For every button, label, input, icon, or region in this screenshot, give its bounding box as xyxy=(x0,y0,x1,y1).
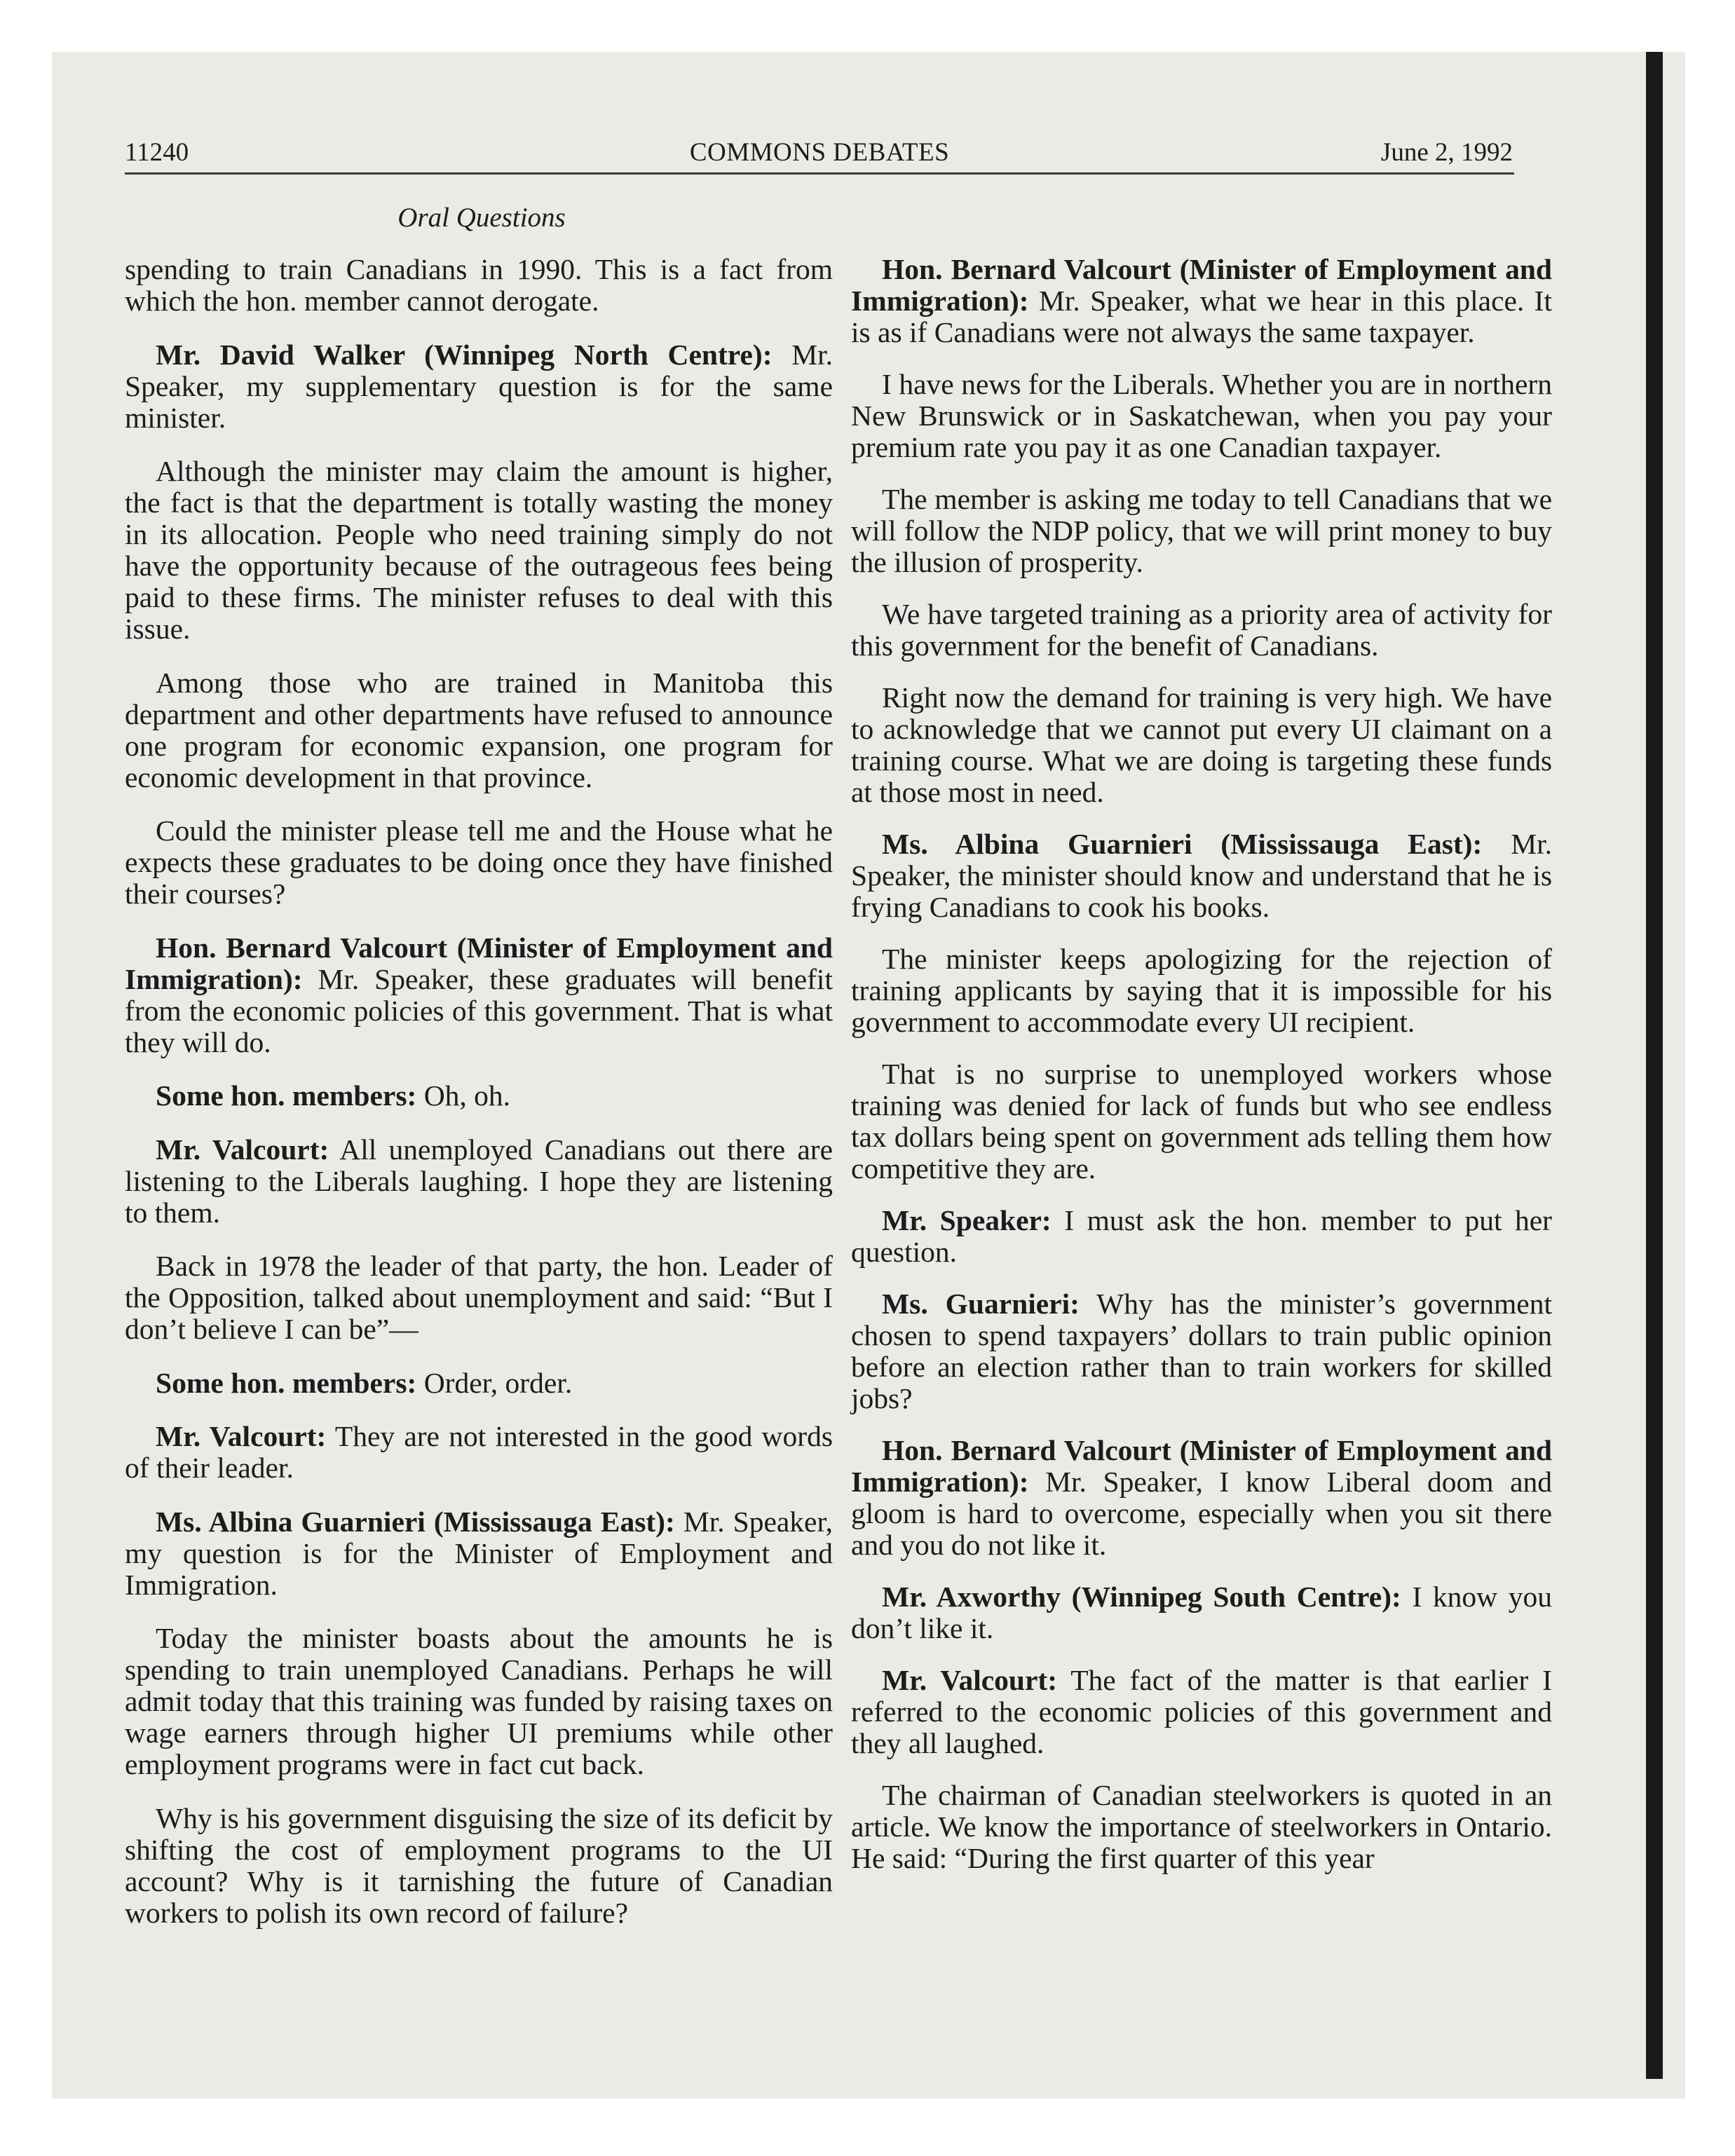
speech-paragraph xyxy=(851,1435,1552,1561)
speech-text: All unemployed Canadians out there are listening to the Liberals laughing. I hope they are listening to them. xyxy=(125,1133,834,1229)
speech-paragraph xyxy=(851,682,1552,808)
speech-text: I must ask the hon. member to put her question. xyxy=(851,1204,1552,1268)
speech-paragraph xyxy=(125,1506,833,1601)
speech-paragraph xyxy=(125,339,833,434)
speech-paragraph xyxy=(125,932,833,1058)
speaker-name: Ms. Albina Guarnieri (Mississauga East): xyxy=(882,828,1483,860)
speech-paragraph xyxy=(851,254,1552,348)
right-column xyxy=(851,254,1552,1895)
speech-paragraph xyxy=(851,369,1552,463)
speech-text: Order, order. xyxy=(423,1366,573,1399)
speech-paragraph xyxy=(851,1288,1552,1414)
speaker-name: Hon. Bernard Valcourt (Minister of Employment and Immigration): xyxy=(125,931,833,995)
speech-text: Mr. Speaker, these graduates will benefit from the economic policies of this government. That is what they will do. xyxy=(125,962,833,1058)
speaker-name: Mr. Valcourt: xyxy=(156,1133,329,1166)
speech-text: Mr. Speaker, what we hear in this place. It is as if Canadians were not always the same taxpayer. xyxy=(851,285,1553,348)
speaker-name: Mr. Valcourt: xyxy=(882,1664,1058,1696)
speech-text: Why is his government disguising the size of its deficit by shifting the cost of employment programs to the UI account? Why is it tarnishing the future of Canadian workers to polish its own record of failure? xyxy=(125,1801,833,1929)
speech-paragraph xyxy=(851,1581,1552,1644)
speech-text: Could the minister please tell me and the House what he expects these graduates to be doing once they have finished their courses? xyxy=(125,814,833,910)
speech-text: I have news for the Liberals. Whether you are in northern New Brunswick or in Saskatchewan, when you pay your premium rate you pay it as one Canadian taxpayer. xyxy=(851,368,1552,463)
speech-paragraph xyxy=(125,1367,833,1399)
speech-paragraph xyxy=(125,1134,833,1229)
speech-text: The chairman of Canadian steelworkers is quoted in an article. We know the importance of steelworkers in Ontario. He said: “During the first quarter of this year xyxy=(851,1779,1552,1874)
speech-text: The fact of the matter is that earlier I referred to the economic policies of this government and they all laughed. xyxy=(851,1664,1552,1759)
speech-text: Oh, oh. xyxy=(423,1079,511,1112)
speech-paragraph xyxy=(125,1250,833,1345)
speech-paragraph xyxy=(851,599,1552,662)
speech-paragraph xyxy=(125,1080,833,1112)
speaker-name: Hon. Bernard Valcourt (Minister of Employment and Immigration): xyxy=(851,1434,1552,1498)
journal-title: COMMONS DEBATES xyxy=(689,138,950,167)
speech-paragraph xyxy=(125,1623,833,1780)
speech-paragraph xyxy=(851,484,1552,578)
speech-paragraph xyxy=(125,254,833,317)
speech-text: That is no surprise to unemployed workers whose training was denied for lack of funds but who see endless tax dollars being spent on government ads telling them how competitive they are. xyxy=(851,1058,1552,1185)
speech-text: spending to train Canadians in 1990. This is a fact from which the hon. member cannot derogate. xyxy=(125,253,833,317)
speech-paragraph xyxy=(851,1058,1552,1185)
running-header xyxy=(125,133,1514,175)
speech-paragraph xyxy=(125,456,833,645)
left-column xyxy=(125,254,833,1951)
speech-text: Mr. Speaker, I know Liberal doom and gloom is hard to overcome, especially when you sit there and you do not like it. xyxy=(851,1466,1552,1561)
speaker-name: Mr. Speaker: xyxy=(882,1204,1052,1236)
speech-paragraph xyxy=(125,667,833,793)
speech-paragraph xyxy=(125,1421,833,1484)
speech-text: We have targeted training as a priority area of activity for this government for the benefit of Canadians. xyxy=(851,598,1552,662)
speech-text: Among those who are trained in Manitoba this department and other departments have refused to announce one program for economic expansion, one program for economic development in that province. xyxy=(125,666,833,793)
speaker-name: Mr. Valcourt: xyxy=(156,1420,327,1452)
speaker-name: Hon. Bernard Valcourt (Minister of Employment and Immigration): xyxy=(851,253,1552,317)
speech-text: They are not interested in the good words of their leader. xyxy=(125,1420,833,1484)
speech-text: Mr. Speaker, my supplementary question is for the same minister. xyxy=(125,338,833,434)
speech-paragraph xyxy=(851,1780,1552,1874)
speech-paragraph xyxy=(125,1803,833,1929)
speaker-name: Some hon. members: xyxy=(156,1079,417,1112)
speech-text: Mr. Speaker, my question is for the Minister of Employment and Immigration. xyxy=(125,1505,833,1601)
issue-date: June 2, 1992 xyxy=(1380,138,1513,167)
speaker-name: Ms. Guarnieri: xyxy=(882,1288,1080,1320)
scan-edge-shadow xyxy=(1646,52,1663,2079)
speaker-name: Mr. David Walker (Winnipeg North Centre): xyxy=(156,338,773,371)
speech-text: Right now the demand for training is very high. We have to acknowledge that we cannot put every UI claimant on a training course. What we are doing is targeting these funds at those most in need. xyxy=(851,681,1552,808)
speech-text: I know you don’t like it. xyxy=(851,1581,1552,1644)
speech-paragraph xyxy=(851,943,1552,1038)
speech-paragraph xyxy=(851,1665,1552,1759)
speaker-name: Ms. Albina Guarnieri (Mississauga East): xyxy=(156,1505,675,1538)
speech-text: Today the minister boasts about the amounts he is spending to train unemployed Canadians. Perhaps he will admit today that this training was funded by raising taxes on wage earners through higher UI premiums while other employment programs were in fact cut back. xyxy=(125,1622,833,1780)
speech-paragraph xyxy=(851,828,1552,923)
speech-paragraph xyxy=(851,1205,1552,1268)
speech-text: Back in 1978 the leader of that party, the hon. Leader of the Opposition, talked about unemployment and said: “But I don’t believe I can be”— xyxy=(125,1250,833,1345)
page-number: 11240 xyxy=(125,138,189,167)
section-title: Oral Questions xyxy=(397,203,566,233)
speech-text: The minister keeps apologizing for the rejection of training applicants by saying that it is impossible for his government to accommodate every UI recipient. xyxy=(851,943,1552,1038)
speech-text: Mr. Speaker, the minister should know and understand that he is frying Canadians to cook his books. xyxy=(851,828,1552,923)
speech-text: Although the minister may claim the amount is higher, the fact is that the department is totally wasting the money in its allocation. People who need training simply do not have the opportunity because of the outrageous fees being paid to these firms. The minister refuses to deal with this issue. xyxy=(125,455,833,645)
speech-text: The member is asking me today to tell Canadians that we will follow the NDP policy, that we will print money to buy the illusion of prosperity. xyxy=(851,483,1552,578)
speech-text: Why has the minister’s government chosen to spend taxpayers’ dollars to train public opinion before an election rather than to train workers for skilled jobs? xyxy=(851,1288,1552,1414)
speaker-name: Some hon. members: xyxy=(156,1366,417,1399)
speaker-name: Mr. Axworthy (Winnipeg South Centre): xyxy=(882,1581,1401,1613)
speech-paragraph xyxy=(125,815,833,910)
